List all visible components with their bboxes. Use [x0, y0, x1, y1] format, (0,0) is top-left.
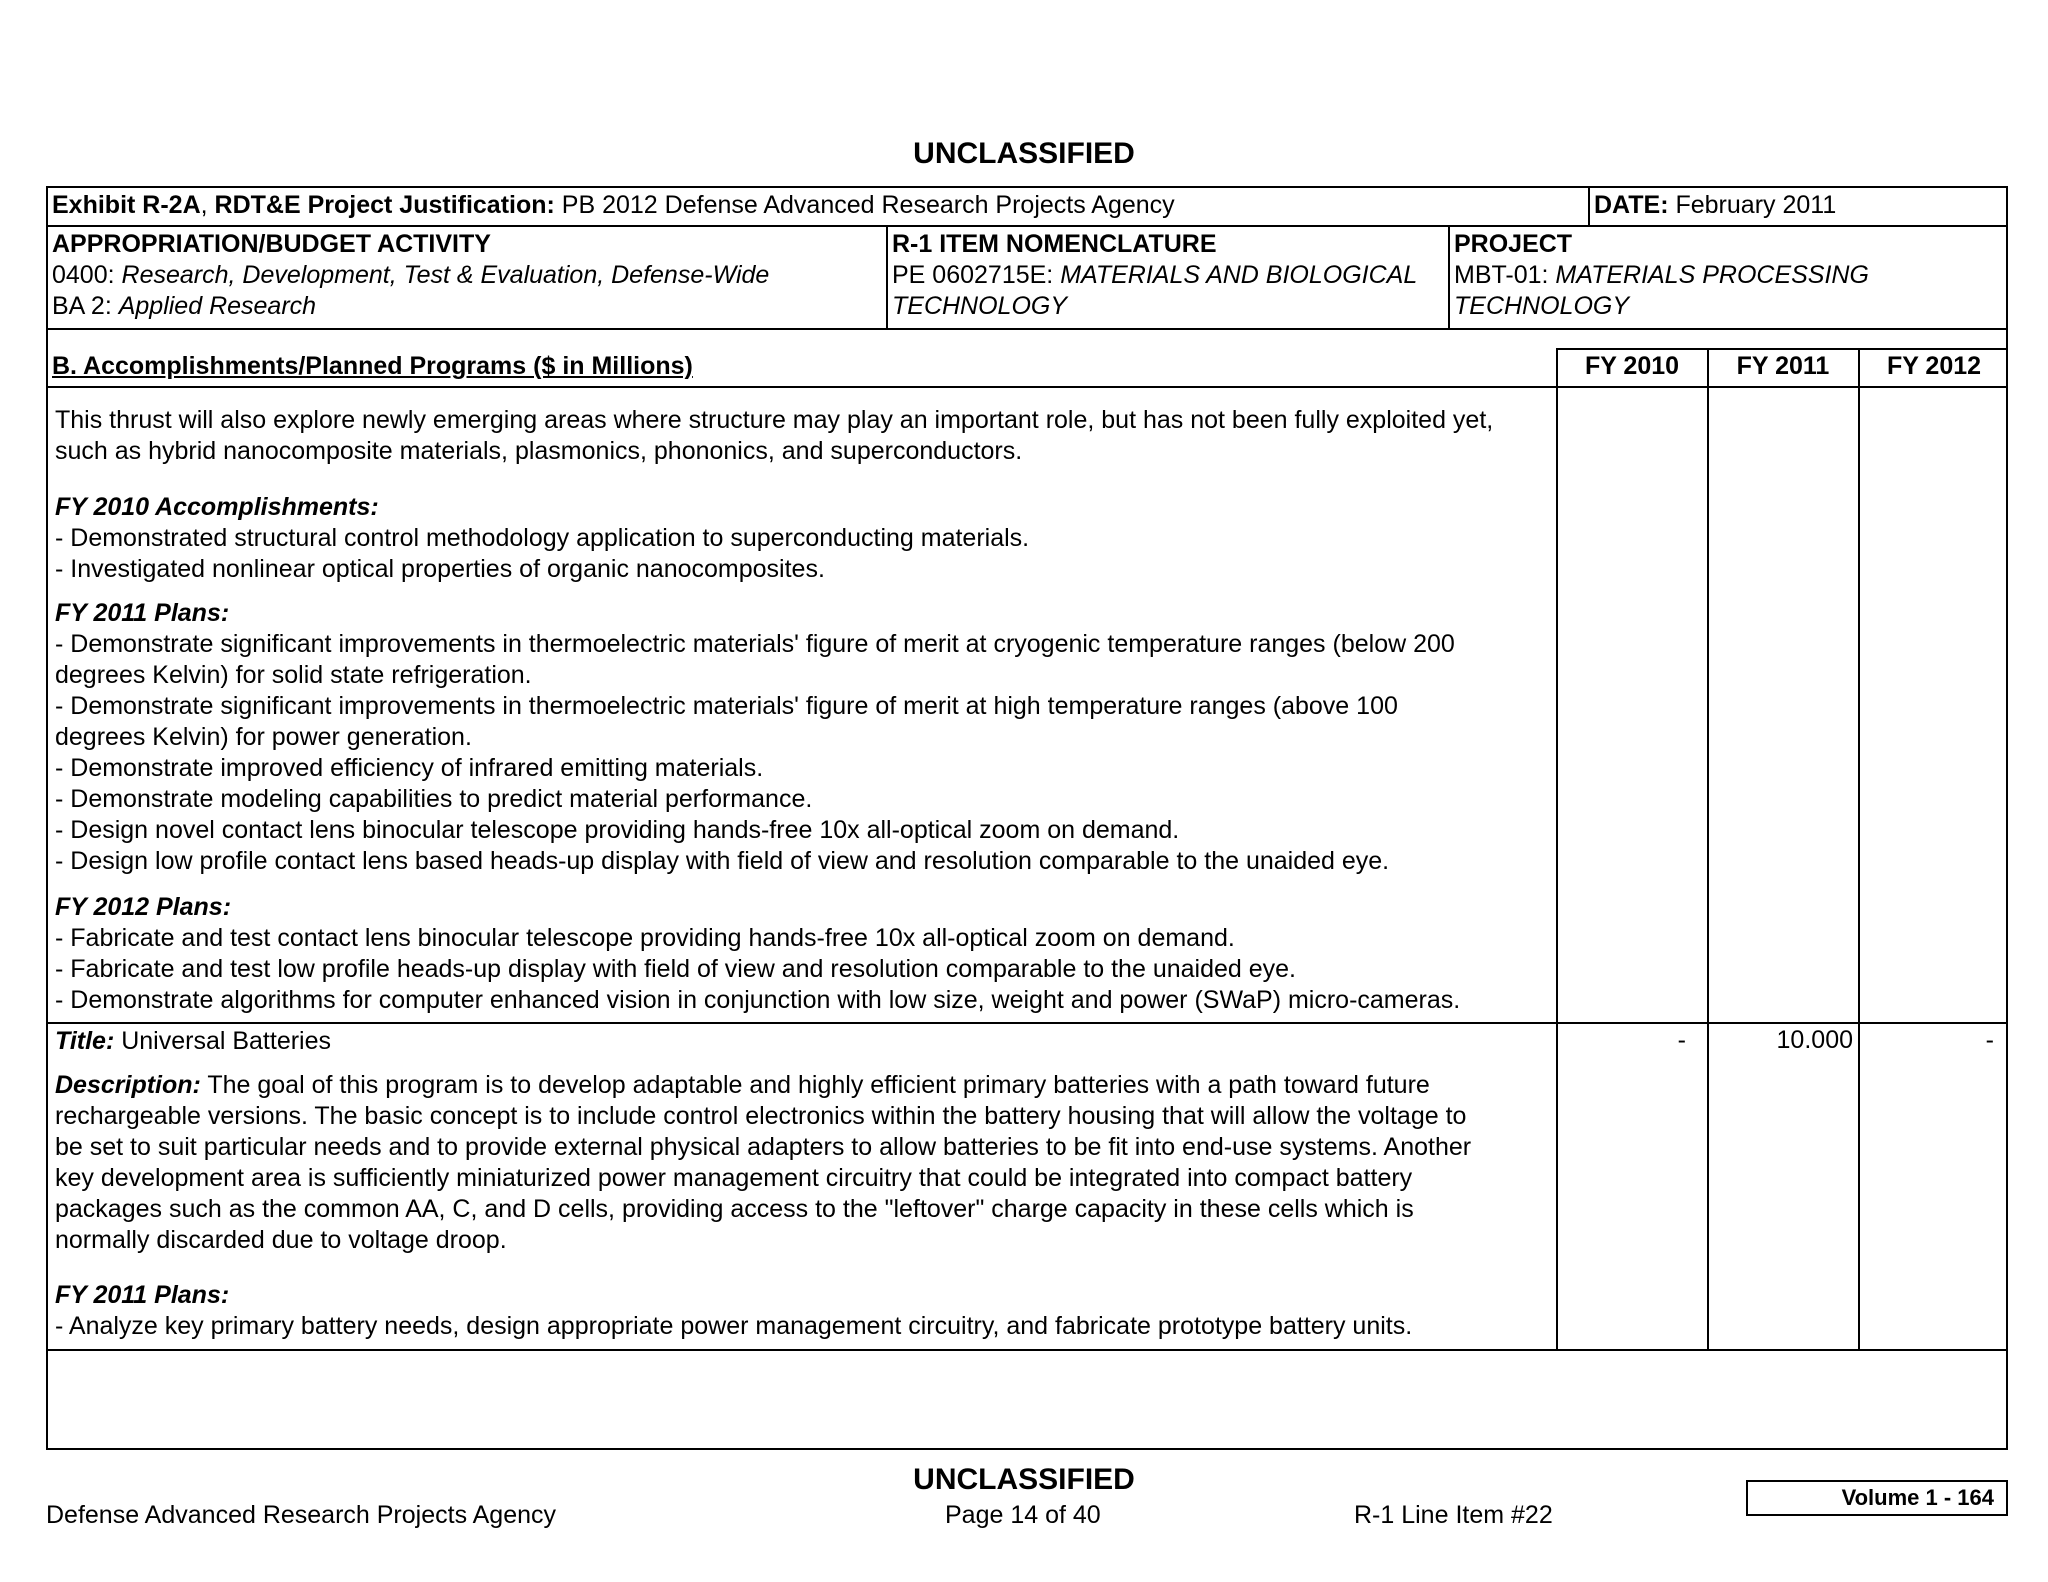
nomenclature-divider	[886, 225, 888, 329]
intro-line: This thrust will also explore newly emerging areas where structure may play an important role, but has not been fully exploited yet,	[55, 406, 1494, 434]
fy2012-column-line	[1858, 348, 1860, 1350]
project-label: PROJECT	[1454, 230, 1573, 258]
appropriation-cell	[52, 229, 769, 322]
date-field	[1594, 190, 1836, 221]
volume-badge: Volume 1 - 164	[1746, 1480, 2008, 1516]
block2-description	[55, 1070, 1471, 1256]
title-value: Universal Batteries	[114, 1027, 332, 1055]
list-item: - Design low profile contact lens based heads-up display with field of view and resolution comparable to the unaided eye.	[55, 847, 1390, 875]
description-line-1	[55, 1070, 1471, 1101]
fy2012-value: -	[1985, 1026, 1994, 1054]
nomenclature-line-2: TECHNOLOGY	[892, 292, 1068, 320]
list-item: - Demonstrate improved efficiency of infrared emitting materials.	[55, 754, 764, 782]
justification-label: RDT&E Project Justification:	[214, 191, 555, 219]
budget-activity-text: Applied Research	[118, 292, 317, 320]
block1-fy2010	[55, 492, 1029, 585]
section-header-divider	[46, 386, 2008, 388]
date-value: February 2011	[1668, 191, 1837, 219]
list-item: - Demonstrated structural control methodology application to superconducting materials.	[55, 524, 1030, 552]
fy-header-top-line	[1556, 348, 2008, 350]
nomenclature-code: PE 0602715E:	[892, 261, 1061, 289]
project-code: MBT-01:	[1454, 261, 1556, 289]
title-label: Title:	[55, 1027, 115, 1055]
fy2010-value: -	[1677, 1026, 1686, 1054]
date-divider	[1588, 186, 1590, 226]
fy2011-column-line	[1707, 348, 1709, 1350]
description-line: key development area is sufficiently miniaturized power management circuitry that could be integrated into compact battery	[55, 1164, 1413, 1192]
description-line: packages such as the common AA, C, and D cells, providing access to the "leftover" charge capacity in these cells which is	[55, 1195, 1414, 1223]
description-line: normally discarded due to voltage droop.	[55, 1226, 507, 1254]
fy2012-column-header: FY 2012	[1886, 352, 1982, 380]
nomenclature-text: MATERIALS AND BIOLOGICAL	[1060, 261, 1418, 289]
fy2011-value: 10.000	[1776, 1026, 1853, 1054]
project-line-1	[1454, 260, 1869, 291]
justification-value: PB 2012 Defense Advanced Research Projects Agency	[554, 191, 1175, 219]
description-line: rechargeable versions. The basic concept is to include control electronics within the battery housing that will allow the voltage to	[55, 1102, 1467, 1130]
list-item: - Demonstrate modeling capabilities to predict material performance.	[55, 785, 813, 813]
fy2010-column-header: FY 2010	[1584, 352, 1680, 380]
project-line-2: TECHNOLOGY	[1454, 292, 1630, 320]
fy2010-accomplishments-heading: FY 2010 Accomplishments:	[55, 493, 379, 521]
footer-line-item: R-1 Line Item #22	[1354, 1501, 1553, 1529]
list-item: - Investigated nonlinear optical properties of organic nanocomposites.	[55, 555, 825, 583]
block2-fy2011	[55, 1280, 1412, 1342]
info-row-divider	[46, 328, 2008, 330]
fy2011-column-header: FY 2011	[1736, 352, 1830, 380]
block2-bottom-divider	[46, 1349, 2008, 1351]
exhibit-label: Exhibit R-2A	[52, 191, 201, 219]
project-divider	[1448, 225, 1450, 329]
fy2011-plans-heading: FY 2011 Plans:	[55, 599, 230, 627]
block1-fy2012	[55, 892, 1460, 1016]
block1-intro	[55, 405, 1493, 467]
fy2011-plans-heading: FY 2011 Plans:	[55, 1281, 230, 1309]
section-title: B. Accomplishments/Planned Programs ($ in Millions)	[52, 352, 693, 380]
header-divider	[46, 225, 2008, 227]
appropriation-line-1	[52, 260, 769, 291]
intro-line: such as hybrid nanocomposite materials, plasmonics, phononics, and superconductors.	[55, 437, 1023, 465]
appropriation-label: APPROPRIATION/BUDGET ACTIVITY	[52, 230, 491, 258]
footer-agency: Defense Advanced Research Projects Agency	[46, 1501, 557, 1529]
list-item: - Demonstrate significant improvements in thermoelectric materials' figure of merit at cryogenic temperature ranges (below 200	[55, 630, 1455, 658]
fy2012-plans-heading: FY 2012 Plans:	[55, 893, 232, 921]
date-label: DATE:	[1594, 191, 1669, 219]
budget-activity-code: BA 2:	[52, 292, 119, 320]
nomenclature-label: R-1 ITEM NOMENCLATURE	[892, 230, 1217, 258]
list-item: degrees Kelvin) for solid state refrigeration.	[55, 661, 532, 689]
project-cell	[1454, 229, 1869, 322]
nomenclature-cell	[892, 229, 1417, 322]
exhibit-separator: ,	[200, 191, 215, 219]
budget-activity-line	[52, 291, 769, 322]
list-item: - Design novel contact lens binocular telescope providing hands-free 10x all-optical zoom on demand.	[55, 816, 1180, 844]
list-item: degrees Kelvin) for power generation.	[55, 723, 472, 751]
list-item: - Fabricate and test low profile heads-up display with field of view and resolution comparable to the unaided eye.	[55, 955, 1296, 983]
list-item: - Demonstrate algorithms for computer enhanced vision in conjunction with low size, weight and power (SWaP) micro-cameras.	[55, 986, 1461, 1014]
appropriation-text: Research, Development, Test & Evaluation, Defense-Wide	[121, 261, 770, 289]
list-item: - Demonstrate significant improvements in thermoelectric materials' figure of merit at high temperature ranges (above 100	[55, 692, 1398, 720]
exhibit-title	[52, 190, 1175, 221]
classification-top: UNCLASSIFIED	[913, 137, 1135, 170]
footer-page-number: Page 14 of 40	[945, 1501, 1101, 1529]
block1-fy2011	[55, 598, 1455, 877]
project-text: MATERIALS PROCESSING	[1555, 261, 1869, 289]
list-item: - Fabricate and test contact lens binocular telescope providing hands-free 10x all-optical zoom on demand.	[55, 924, 1235, 952]
description-label: Description:	[55, 1071, 201, 1099]
nomenclature-line-1	[892, 260, 1417, 291]
description-line: be set to suit particular needs and to provide external physical adapters to allow batteries to be fit into end-use systems. Another	[55, 1133, 1472, 1161]
list-item: - Analyze key primary battery needs, design appropriate power management circuitry, and fabricate prototype battery units.	[55, 1312, 1413, 1340]
block2-title	[55, 1026, 331, 1057]
description-text: The goal of this program is to develop adaptable and highly efficient primary batteries with a path toward future	[200, 1071, 1430, 1099]
classification-bottom: UNCLASSIFIED	[913, 1463, 1135, 1496]
appropriation-code: 0400:	[52, 261, 122, 289]
block-divider	[46, 1022, 2008, 1024]
fy2010-column-line	[1556, 348, 1558, 1350]
